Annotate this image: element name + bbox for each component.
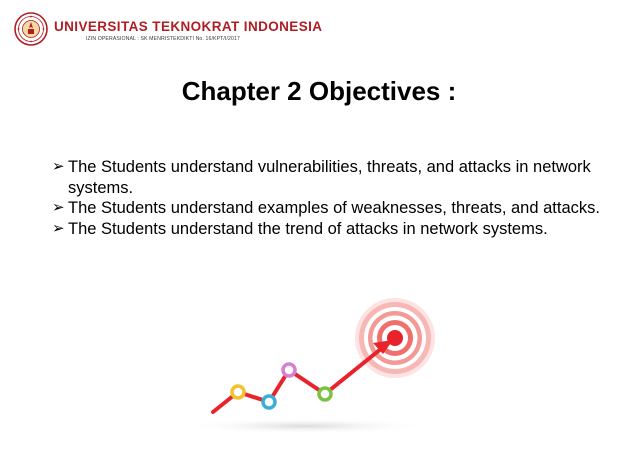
target-rings: [355, 298, 435, 378]
arrow-bullet-icon: ➢: [52, 158, 65, 175]
target-trend-icon: [185, 296, 445, 441]
university-logo-icon: [14, 12, 48, 46]
objective-item: [52, 198, 612, 219]
objective-text: The Students understand examples of weaknesses, threats, and attacks.: [68, 199, 600, 217]
operating-permit: IZIN OPERASIONAL : SK MENRISTEKDIKTI No. 16/KPT/I/2017: [86, 36, 240, 42]
header: [14, 12, 322, 52]
university-name: UNIVERSITAS TEKNOKRAT INDONESIA: [54, 19, 323, 34]
slide-title: Chapter 2 Objectives :: [181, 76, 457, 106]
university-block: [54, 20, 322, 43]
objective-item: [52, 157, 612, 198]
trend-node: [232, 386, 244, 398]
trend-node: [319, 388, 331, 400]
trend-node: [263, 396, 275, 408]
objectives-list: [52, 157, 612, 239]
objective-text: The Students understand the trend of attacks in network systems.: [68, 219, 548, 238]
arrow-bullet-icon: ➢: [52, 219, 65, 237]
trend-node: [283, 364, 295, 376]
arrow-bullet-icon: ➢: [52, 199, 65, 216]
objective-text: The Students understand vulnerabilities, threats, and attacks in network systems.: [68, 158, 591, 197]
floor-shadow: [185, 418, 430, 434]
objective-item: [52, 219, 612, 240]
